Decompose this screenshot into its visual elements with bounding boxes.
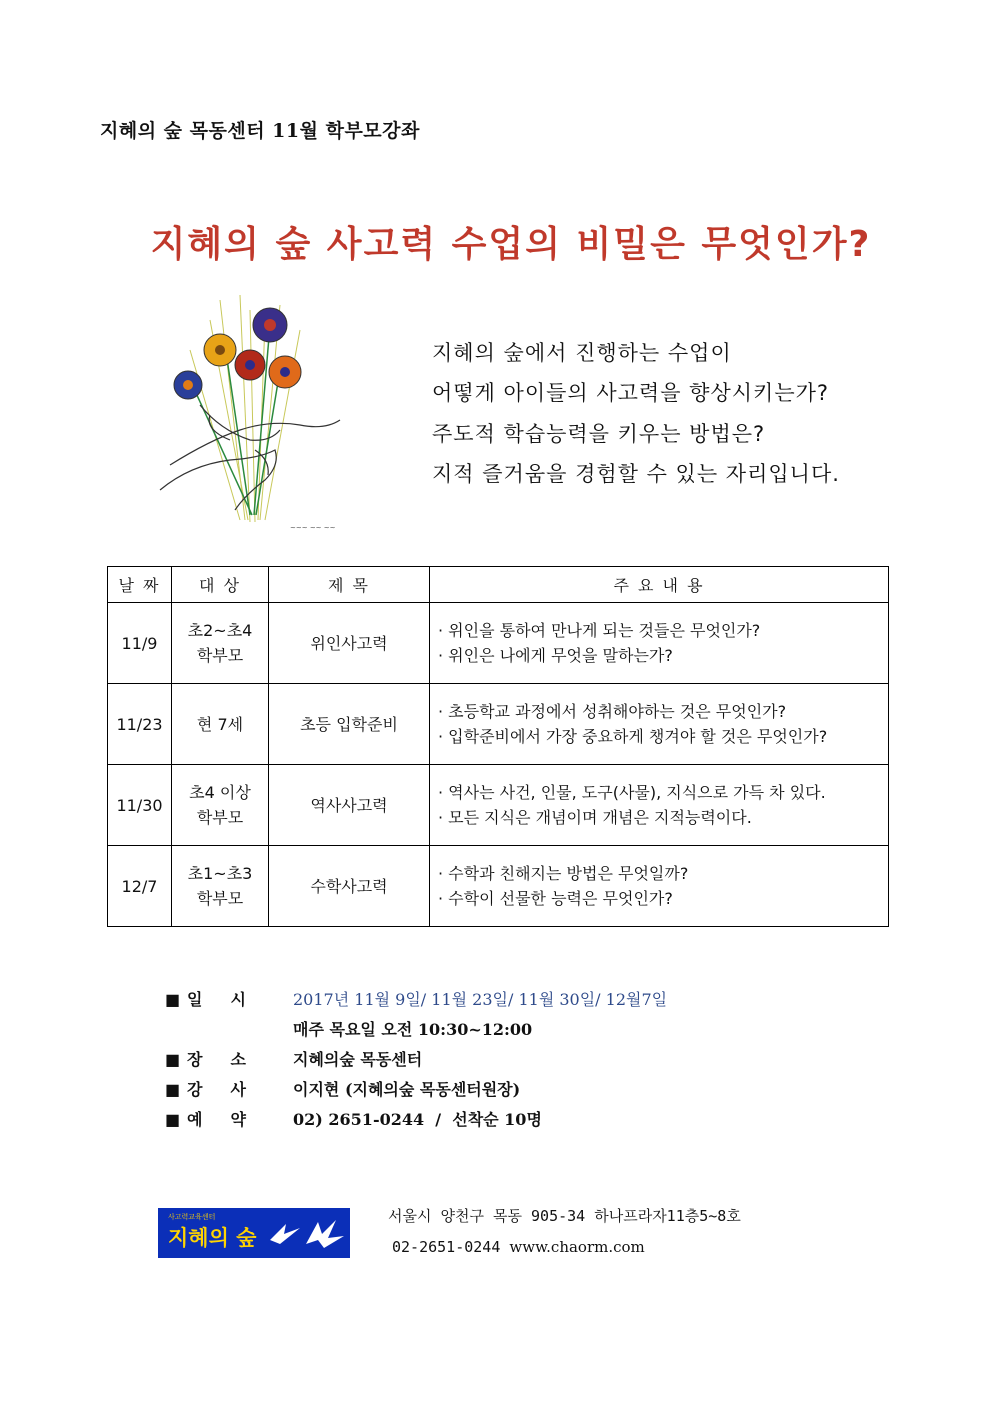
intro-line-1: 지혜의 숲에서 진행하는 수업이: [432, 341, 732, 365]
flower-bouquet-illustration: [150, 290, 350, 540]
content-line-1: · 초등학교 과정에서 성취해야하는 것은 무엇인가?: [438, 702, 787, 721]
content-line-1: · 위인을 통하여 만나게 되는 것들은 무엇인가?: [438, 621, 761, 640]
bullet-icon: ■: [165, 1110, 181, 1129]
target-line-1: 초1~초3: [187, 864, 253, 883]
header-target: 대 상: [172, 567, 269, 603]
info-reserve-row: [165, 1107, 542, 1130]
info-date-row: [165, 987, 667, 1010]
footer-website[interactable]: www.chaorm.com: [509, 1238, 645, 1256]
footer-address: 서울시 양천구 목동 905-34 하나프라자11층5~8호: [388, 1207, 741, 1225]
row-subject: 수학사고력: [269, 846, 430, 927]
content-line-2: · 입학준비에서 가장 중요하게 챙겨야 할 것은 무엇인가?: [438, 727, 828, 746]
logo-name: 지혜의 숲: [168, 1226, 257, 1250]
page-title: 지혜의 숲 사고력 수업의 비밀은 무엇인가?: [150, 224, 872, 265]
info-place-row: [165, 1047, 422, 1070]
row-target: [172, 846, 269, 927]
row-date: 11/30: [108, 765, 172, 846]
row-target: [172, 684, 269, 765]
row-subject: 위인사고력: [269, 603, 430, 684]
info-place-label: 장소: [187, 1050, 274, 1069]
content-line-1: · 수학과 친해지는 방법은 무엇일까?: [438, 864, 689, 883]
center-logo: [158, 1208, 350, 1258]
info-lecturer-label: 강사: [187, 1080, 274, 1099]
content-line-2: · 모든 지식은 개념이며 개념은 지적능력이다.: [438, 808, 752, 827]
bird-logo-icon: [266, 1214, 348, 1254]
target-line-2: 학부모: [196, 646, 244, 665]
target-line-1: 초2~초4: [187, 621, 253, 640]
header-line: 지혜의 숲 목동센터 11월 학부모강좌: [100, 120, 420, 142]
info-lecturer-value: 이지현 (지혜의숲 목동센터원장): [293, 1080, 521, 1099]
target-line-1: 초4 이상: [189, 783, 251, 802]
logo-subtitle: 사고력교육센터: [168, 1213, 216, 1221]
intro-line-3: 주도적 학습능력을 키우는 방법은?: [432, 422, 766, 446]
header-content: 주 요 내 용: [430, 567, 889, 603]
row-content: [430, 765, 889, 846]
info-lecturer-row: [165, 1077, 520, 1100]
content-line-2: · 위인은 나에게 무엇을 말하는가?: [438, 646, 673, 665]
table-row: [108, 684, 889, 765]
content-line-2: · 수학이 선물한 능력은 무엇인가?: [438, 889, 673, 908]
table-header-row: [108, 567, 889, 603]
info-reserve-value: 02) 2651-0244 / 선착순 10명: [293, 1110, 542, 1129]
schedule-table: [107, 566, 889, 927]
row-date: 11/9: [108, 603, 172, 684]
intro-line-4: 지적 즐거움을 경험할 수 있는 자리입니다.: [432, 462, 840, 486]
target-line-2: 학부모: [196, 889, 244, 908]
target-line-2: 학부모: [196, 808, 244, 827]
row-subject: 역사사고력: [269, 765, 430, 846]
table-row: [108, 846, 889, 927]
row-content: [430, 846, 889, 927]
svg-text:~~~ ~~ ~~: ~~~ ~~ ~~: [290, 524, 336, 532]
target-line-1: 현 7세: [196, 714, 244, 734]
row-subject: 초등 입학준비: [269, 684, 430, 765]
info-date-value: 2017년 11월 9일/ 11월 23일/ 11월 30일/ 12월7일: [293, 990, 668, 1009]
row-target: [172, 765, 269, 846]
row-content: [430, 684, 889, 765]
table-row: [108, 765, 889, 846]
table-row: [108, 603, 889, 684]
bullet-icon: ■: [165, 1080, 181, 1099]
info-time-row: [293, 1017, 532, 1040]
info-time-value: 매주 목요일 오전 10:30~12:00: [293, 1020, 533, 1039]
intro-line-2: 어떻게 아이들의 사고력을 향상시키는가?: [432, 381, 830, 405]
info-place-value: 지혜의숲 목동센터: [293, 1050, 423, 1069]
row-date: 11/23: [108, 684, 172, 765]
bullet-icon: ■: [165, 1050, 181, 1069]
row-target: [172, 603, 269, 684]
row-date: 12/7: [108, 846, 172, 927]
info-date-label: 일시: [187, 990, 274, 1009]
row-content: [430, 603, 889, 684]
header-subject: 제 목: [269, 567, 430, 603]
content-line-1: · 역사는 사건, 인물, 도구(사물), 지식으로 가득 차 있다.: [438, 783, 826, 802]
footer-phone: 02-2651-0244: [392, 1238, 501, 1256]
info-reserve-label: 예약: [187, 1110, 274, 1129]
bullet-icon: ■: [165, 990, 181, 1009]
footer-contact: [392, 1238, 645, 1256]
header-date: 날 짜: [108, 567, 172, 603]
